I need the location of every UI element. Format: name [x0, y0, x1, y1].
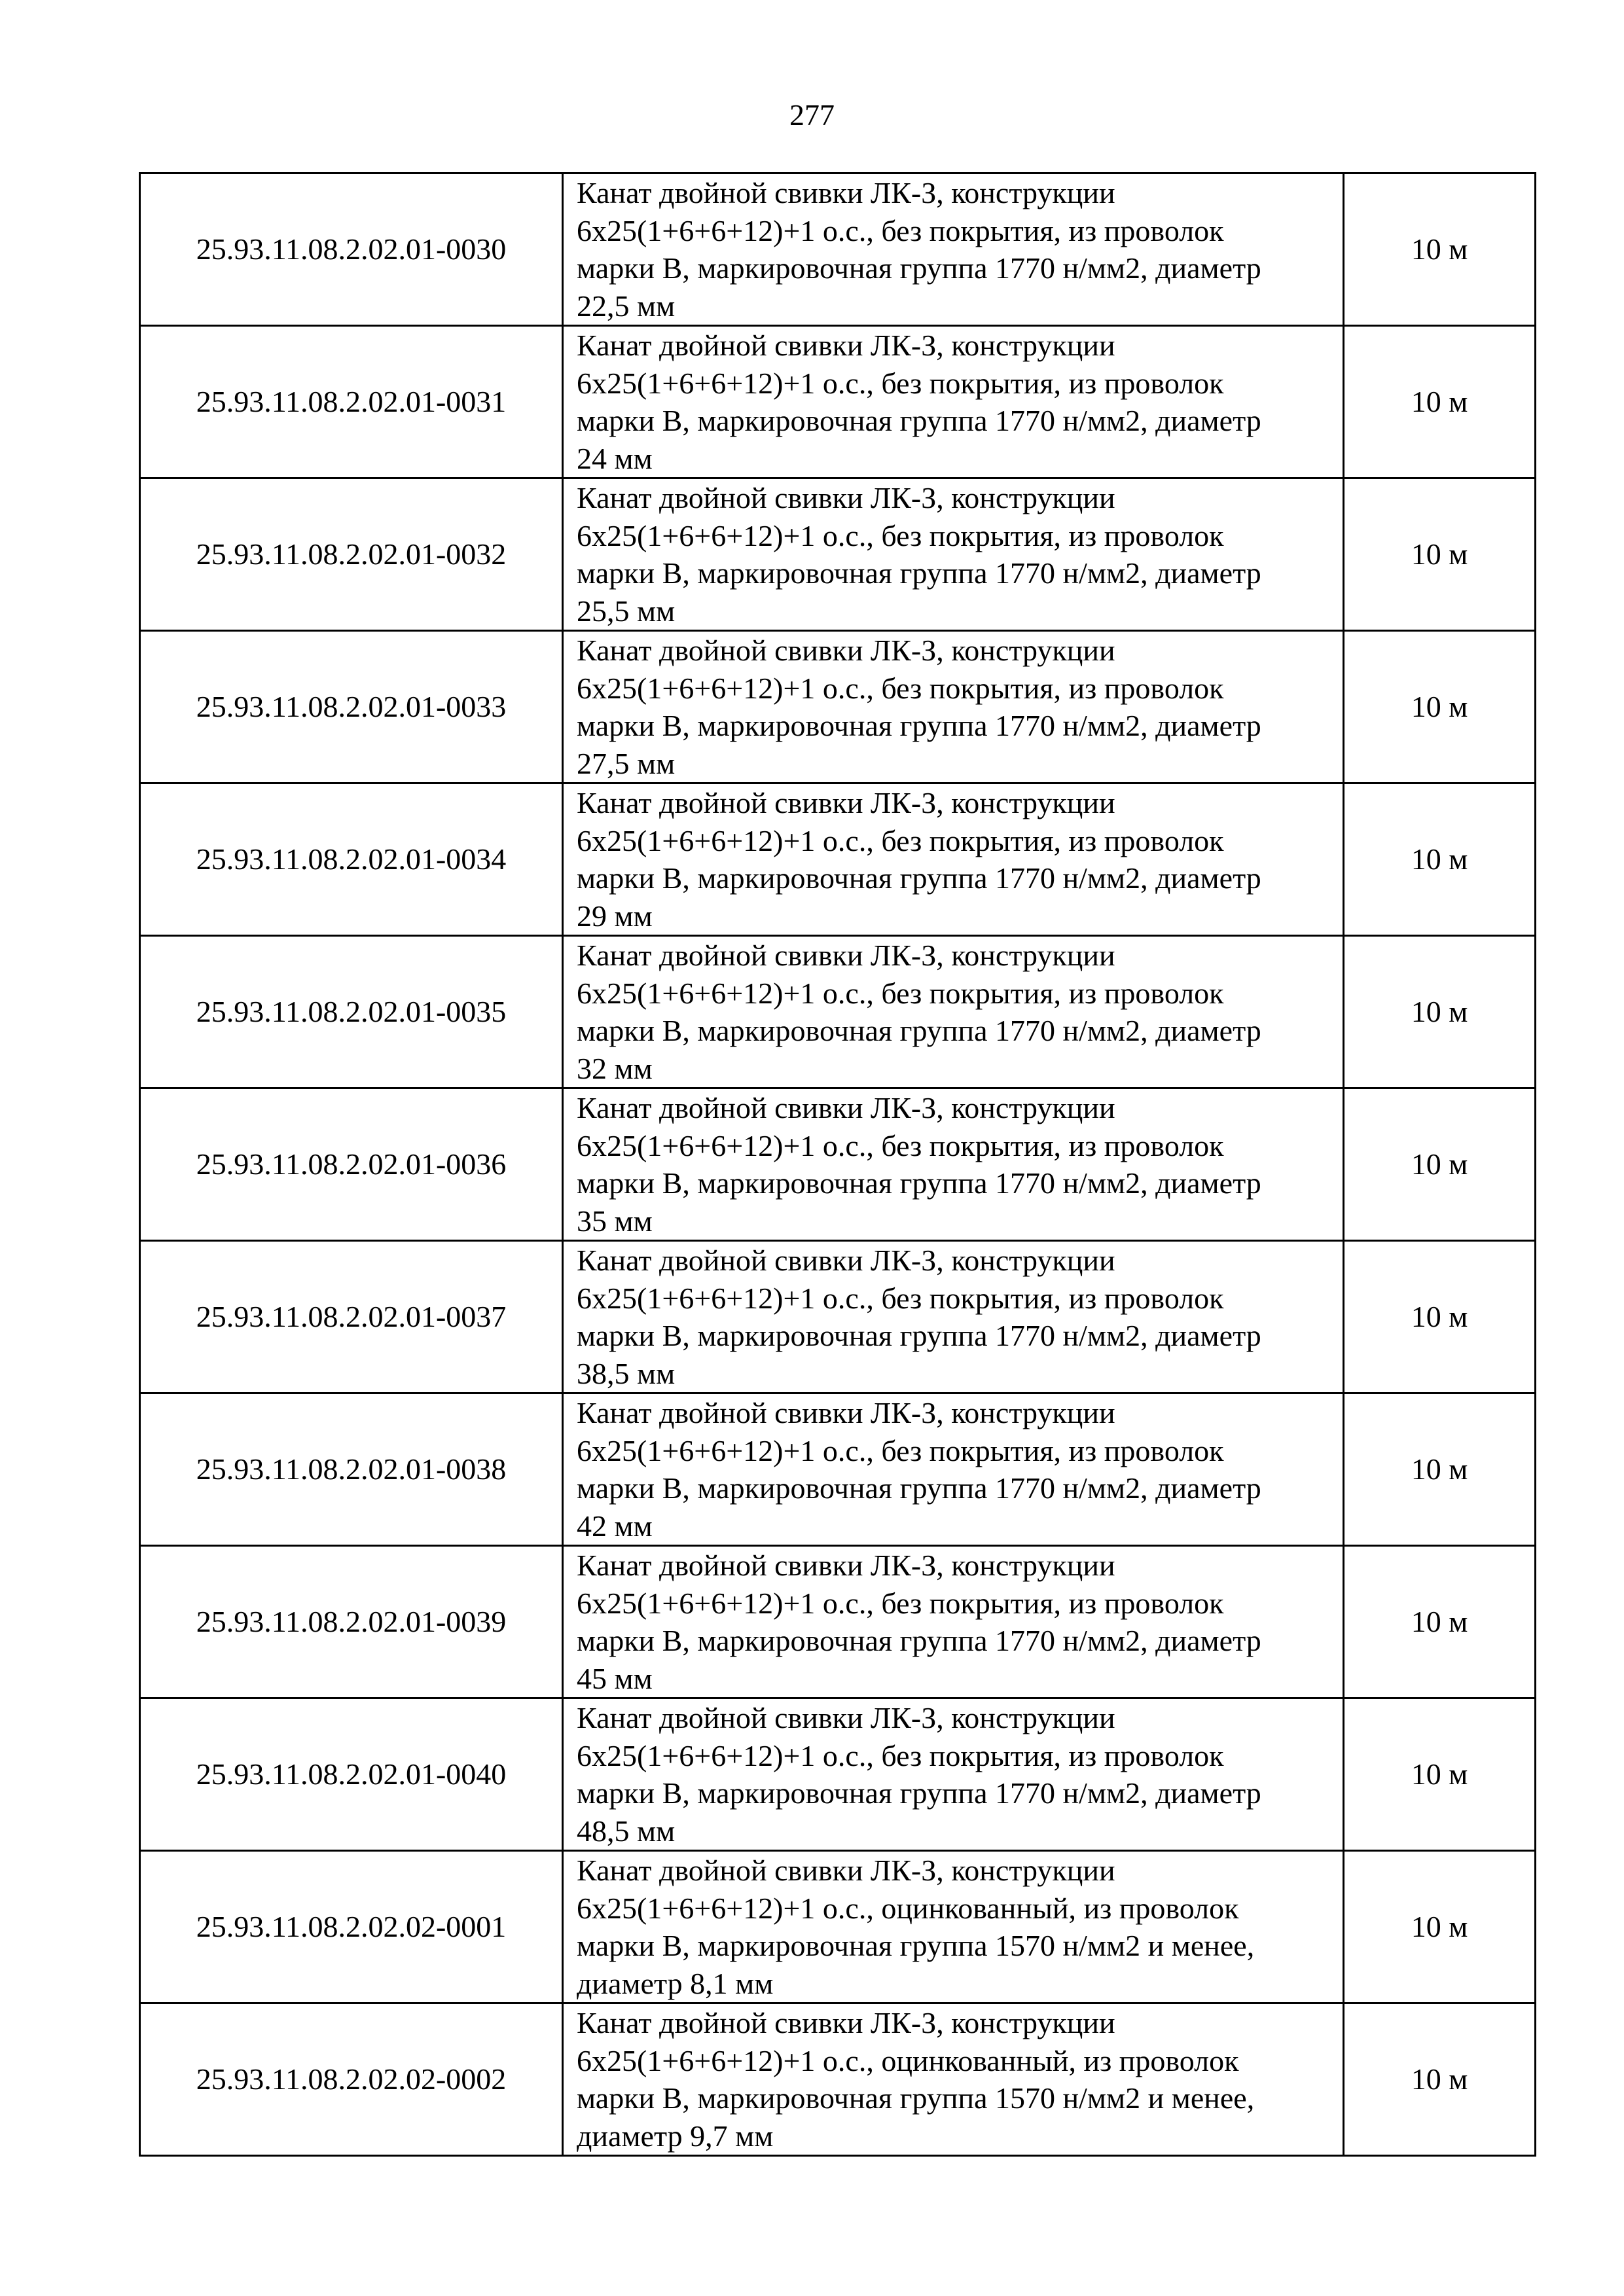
- resource-code-cell: 25.93.11.08.2.02.01-0036: [140, 1088, 563, 1241]
- description-line: Канат двойной свивки ЛК-З, конструкции: [577, 1701, 1115, 1734]
- description-cell: [563, 1851, 1344, 2003]
- resource-code-cell: 25.93.11.08.2.02.01-0034: [140, 783, 563, 936]
- table-row: [140, 173, 1536, 326]
- description-line: марки В, маркировочная группа 1770 н/мм2, диаметр: [577, 861, 1261, 895]
- description-line: 6х25(1+6+6+12)+1 о.с., без покрытия, из проволок: [577, 671, 1224, 705]
- resource-code-cell: 25.93.11.08.2.02.01-0030: [140, 173, 563, 326]
- description-line: 6х25(1+6+6+12)+1 о.с., оцинкованный, из проволок: [577, 1891, 1239, 1925]
- resource-code-cell: 25.93.11.08.2.02.01-0037: [140, 1241, 563, 1393]
- description-line: марки В, маркировочная группа 1570 н/мм2 и менее,: [577, 1929, 1255, 1962]
- table-row: [140, 631, 1536, 783]
- description-cell: [563, 478, 1344, 631]
- description-line: 25,5 мм: [577, 594, 676, 628]
- unit-cell: 10 м: [1344, 326, 1536, 478]
- resource-code-cell: 25.93.11.08.2.02.01-0031: [140, 326, 563, 478]
- description-line: Канат двойной свивки ЛК-З, конструкции: [577, 939, 1115, 972]
- description-line: Канат двойной свивки ЛК-З, конструкции: [577, 2006, 1115, 2039]
- description-line: 38,5 мм: [577, 1356, 676, 1390]
- resource-code-cell: 25.93.11.08.2.02.01-0039: [140, 1546, 563, 1698]
- description-line: Канат двойной свивки ЛК-З, конструкции: [577, 634, 1115, 667]
- description-line: 32 мм: [577, 1051, 653, 1085]
- description-line: марки В, маркировочная группа 1770 н/мм2, диаметр: [577, 1624, 1261, 1657]
- table-row: [140, 1698, 1536, 1851]
- description-cell: [563, 1088, 1344, 1241]
- description-line: 6х25(1+6+6+12)+1 о.с., без покрытия, из проволок: [577, 213, 1224, 247]
- description-line: 48,5 мм: [577, 1814, 676, 1848]
- description-cell: [563, 631, 1344, 783]
- description-line: Канат двойной свивки ЛК-З, конструкции: [577, 786, 1115, 819]
- unit-cell: 10 м: [1344, 783, 1536, 936]
- description-line: 22,5 мм: [577, 289, 676, 323]
- unit-cell: 10 м: [1344, 631, 1536, 783]
- description-line: 45 мм: [577, 1661, 653, 1695]
- table-row: [140, 1546, 1536, 1698]
- description-line: марки В, маркировочная группа 1770 н/мм2, диаметр: [577, 1776, 1261, 1810]
- description-line: марки В, маркировочная группа 1770 н/мм2, диаметр: [577, 556, 1261, 590]
- description-line: 6х25(1+6+6+12)+1 о.с., без покрытия, из проволок: [577, 1281, 1224, 1315]
- description-line: 29 мм: [577, 899, 653, 933]
- description-line: 6х25(1+6+6+12)+1 о.с., без покрытия, из проволок: [577, 1738, 1224, 1772]
- description-line: Канат двойной свивки ЛК-З, конструкции: [577, 1244, 1115, 1277]
- description-line: 24 мм: [577, 441, 653, 475]
- description-line: Канат двойной свивки ЛК-З, конструкции: [577, 481, 1115, 514]
- description-cell: [563, 173, 1344, 326]
- resource-code-cell: 25.93.11.08.2.02.01-0040: [140, 1698, 563, 1851]
- resource-code-cell: 25.93.11.08.2.02.02-0002: [140, 2003, 563, 2156]
- unit-cell: 10 м: [1344, 1546, 1536, 1698]
- unit-cell: 10 м: [1344, 936, 1536, 1088]
- description-line: марки В, маркировочная группа 1770 н/мм2, диаметр: [577, 1319, 1261, 1352]
- description-line: 35 мм: [577, 1204, 653, 1238]
- description-line: Канат двойной свивки ЛК-З, конструкции: [577, 1091, 1115, 1124]
- description-cell: [563, 2003, 1344, 2156]
- description-line: 6х25(1+6+6+12)+1 о.с., без покрытия, из проволок: [577, 518, 1224, 552]
- unit-cell: 10 м: [1344, 1393, 1536, 1546]
- description-line: 27,5 мм: [577, 746, 676, 780]
- unit-cell: 10 м: [1344, 1088, 1536, 1241]
- unit-cell: 10 м: [1344, 1698, 1536, 1851]
- description-line: диаметр 9,7 мм: [577, 2119, 774, 2153]
- description-line: 6х25(1+6+6+12)+1 о.с., без покрытия, из проволок: [577, 366, 1224, 400]
- resource-code-cell: 25.93.11.08.2.02.01-0032: [140, 478, 563, 631]
- table-row: [140, 1241, 1536, 1393]
- table-row: [140, 478, 1536, 631]
- unit-cell: 10 м: [1344, 173, 1536, 326]
- page-number: 277: [789, 98, 835, 132]
- unit-cell: 10 м: [1344, 1241, 1536, 1393]
- description-line: 6х25(1+6+6+12)+1 о.с., без покрытия, из проволок: [577, 976, 1224, 1010]
- resource-code-cell: 25.93.11.08.2.02.01-0033: [140, 631, 563, 783]
- description-cell: [563, 1546, 1344, 1698]
- description-cell: [563, 326, 1344, 478]
- description-cell: [563, 1698, 1344, 1851]
- description-line: Канат двойной свивки ЛК-З, конструкции: [577, 1396, 1115, 1429]
- resource-code-cell: 25.93.11.08.2.02.01-0038: [140, 1393, 563, 1546]
- description-cell: [563, 1241, 1344, 1393]
- resource-code-cell: 25.93.11.08.2.02.01-0035: [140, 936, 563, 1088]
- description-line: 6х25(1+6+6+12)+1 о.с., без покрытия, из проволок: [577, 1586, 1224, 1620]
- description-cell: [563, 936, 1344, 1088]
- description-line: 42 мм: [577, 1509, 653, 1543]
- description-line: Канат двойной свивки ЛК-З, конструкции: [577, 176, 1115, 209]
- description-line: Канат двойной свивки ЛК-З, конструкции: [577, 1854, 1115, 1887]
- table-row: [140, 1851, 1536, 2003]
- materials-table: [139, 172, 1536, 2157]
- description-cell: [563, 1393, 1344, 1546]
- unit-cell: 10 м: [1344, 1851, 1536, 2003]
- description-line: марки В, маркировочная группа 1570 н/мм2 и менее,: [577, 2081, 1255, 2115]
- description-line: 6х25(1+6+6+12)+1 о.с., без покрытия, из проволок: [577, 823, 1224, 857]
- description-line: Канат двойной свивки ЛК-З, конструкции: [577, 329, 1115, 362]
- unit-cell: 10 м: [1344, 2003, 1536, 2156]
- description-cell: [563, 783, 1344, 936]
- description-line: Канат двойной свивки ЛК-З, конструкции: [577, 1549, 1115, 1582]
- description-line: 6х25(1+6+6+12)+1 о.с., без покрытия, из проволок: [577, 1128, 1224, 1162]
- description-line: марки В, маркировочная группа 1770 н/мм2, диаметр: [577, 1471, 1261, 1505]
- description-line: диаметр 8,1 мм: [577, 1966, 774, 2000]
- description-line: 6х25(1+6+6+12)+1 о.с., без покрытия, из проволок: [577, 1433, 1224, 1467]
- description-line: марки В, маркировочная группа 1770 н/мм2, диаметр: [577, 1014, 1261, 1047]
- table-body: [140, 173, 1536, 2156]
- description-line: марки В, маркировочная группа 1770 н/мм2, диаметр: [577, 251, 1261, 285]
- table-row: [140, 1393, 1536, 1546]
- description-line: марки В, маркировочная группа 1770 н/мм2, диаметр: [577, 404, 1261, 437]
- table-row: [140, 936, 1536, 1088]
- description-line: марки В, маркировочная группа 1770 н/мм2, диаметр: [577, 1166, 1261, 1200]
- table-row: [140, 326, 1536, 478]
- table-row: [140, 783, 1536, 936]
- table-row: [140, 2003, 1536, 2156]
- description-line: марки В, маркировочная группа 1770 н/мм2, диаметр: [577, 709, 1261, 742]
- resource-code-cell: 25.93.11.08.2.02.02-0001: [140, 1851, 563, 2003]
- unit-cell: 10 м: [1344, 478, 1536, 631]
- description-line: 6х25(1+6+6+12)+1 о.с., оцинкованный, из проволок: [577, 2043, 1239, 2077]
- table-row: [140, 1088, 1536, 1241]
